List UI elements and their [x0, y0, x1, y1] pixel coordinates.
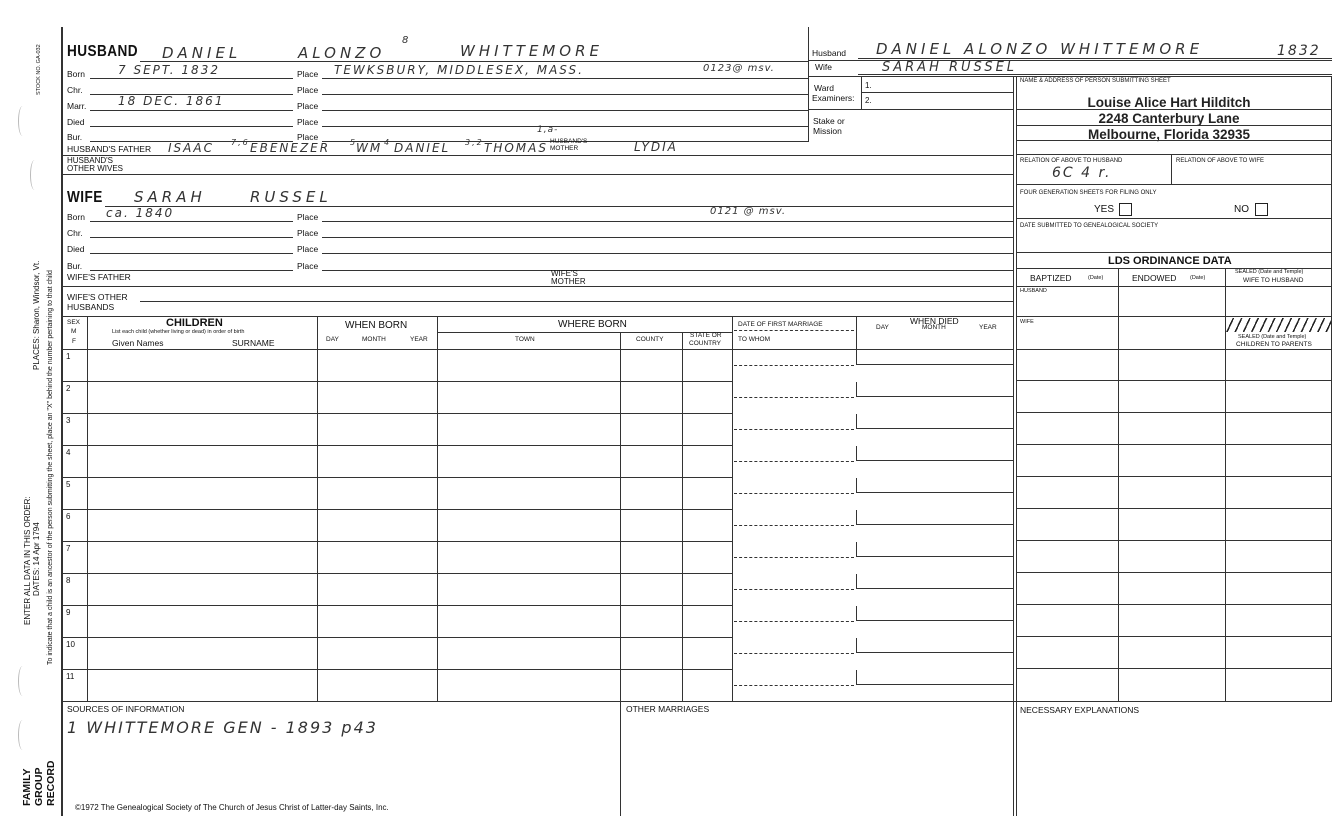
child-row-number: 7: [66, 544, 71, 553]
endowed-label: ENDOWED: [1132, 273, 1177, 283]
wifes-other-husbands-label: WIFE'S OTHER: [67, 292, 128, 302]
child-row-divider: [62, 413, 733, 414]
place-label: Place: [297, 69, 319, 79]
marriage-date-dash: [734, 365, 854, 366]
husband-marriage-date[interactable]: 18 DEC. 1861: [118, 94, 225, 108]
ordinance-row-divider: [1017, 476, 1331, 477]
right-husband-name[interactable]: DANIEL ALONZO WHITTEMORE: [876, 40, 1204, 58]
middle-divider: [808, 27, 809, 142]
father-ebenezer: EBENEZER: [250, 141, 331, 155]
given-names-label: Given Names: [112, 338, 164, 348]
husbands-mother-label: HUSBAND'S: [550, 138, 588, 145]
when-died-cell[interactable]: [856, 510, 1014, 525]
child-row-divider: [62, 605, 733, 606]
wife-reference: 0121 @ msv.: [710, 206, 787, 217]
father-thomas: THOMAS: [484, 141, 548, 155]
child-row-number: 8: [66, 576, 71, 585]
wifes-mother-label: WIFE'S: [551, 269, 578, 278]
year-label: YEAR: [410, 336, 428, 343]
ordinance-row-divider: [1017, 604, 1331, 605]
marriage-date-dash: [734, 685, 854, 686]
when-died-cell[interactable]: [856, 350, 1014, 365]
submitter-name[interactable]: Louise Alice Hart Hilditch: [1087, 95, 1251, 110]
wifes-other-husbands-label: HUSBANDS: [67, 302, 115, 312]
place-label: Place: [297, 212, 319, 222]
place-label: Place: [297, 117, 319, 127]
husband-given-name[interactable]: DANIEL: [162, 44, 242, 62]
when-died-cell[interactable]: [856, 414, 1014, 429]
child-row-number: 9: [66, 608, 71, 617]
father-gen-note: 5: [350, 138, 358, 147]
child-row-number: 1: [66, 352, 71, 361]
ordinance-row-divider: [1017, 380, 1331, 381]
ordinance-row-divider: [1017, 412, 1331, 413]
ordinance-row-divider: [1017, 508, 1331, 509]
record-title: RECORD: [45, 760, 57, 806]
other-marriages-label: OTHER MARRIAGES: [626, 704, 710, 714]
place-label: Place: [297, 85, 319, 95]
state-label: STATE OR: [690, 332, 722, 339]
marriage-date-dash: [734, 461, 854, 462]
right-wife-name[interactable]: SARAH RUSSEL: [882, 60, 1018, 75]
ordinance-row-divider: [1017, 668, 1331, 669]
when-died-cell[interactable]: [856, 382, 1014, 397]
day-label: DAY: [326, 336, 339, 343]
dates-example: DATES: 14 Apr 1794: [32, 522, 41, 596]
punch-hole-mark: [18, 666, 27, 696]
child-row-number: 4: [66, 448, 71, 457]
bur-label: Bur.: [67, 261, 83, 271]
husbands-other-wives-label: HUSBAND'S: [67, 156, 113, 165]
husbands-mother-name[interactable]: LYDIA: [634, 140, 678, 154]
husbands-other-wives-label: OTHER WIVES: [67, 164, 124, 173]
mission-label: Mission: [813, 126, 842, 136]
wifes-mother-label: MOTHER: [551, 277, 586, 286]
father-gen-note: 3,2: [465, 138, 484, 147]
child-row-number: 3: [66, 416, 71, 425]
sealed-wife-label: SEALED (Date and Temple): [1235, 269, 1304, 275]
wifes-father-label: WIFE'S FATHER: [67, 272, 131, 282]
child-row-number: 6: [66, 512, 71, 521]
stock-number: STOCK NO. GA-032: [36, 44, 42, 95]
right-husband-year[interactable]: 1832: [1277, 43, 1321, 59]
died-day-label: DAY: [876, 324, 889, 331]
died-label: Died: [67, 117, 85, 127]
punch-hole-mark: [18, 720, 27, 750]
enter-order-note: ENTER ALL DATA IN THIS ORDER:: [23, 496, 32, 625]
when-died-cell[interactable]: [856, 606, 1014, 621]
sources-text[interactable]: 1 WHITTEMORE GEN - 1893 p43: [67, 718, 378, 737]
ordinance-husband-label: HUSBAND: [1020, 288, 1047, 294]
lds-ordinance-title: LDS ORDINANCE DATA: [1108, 255, 1232, 267]
when-died-cell[interactable]: [856, 446, 1014, 461]
when-died-label: WHEN DIED: [910, 316, 959, 326]
yes-label: YES: [1094, 204, 1115, 215]
town-label: TOWN: [515, 336, 535, 343]
where-born-label: WHERE BORN: [558, 319, 627, 330]
ordinance-row-divider: [1017, 444, 1331, 445]
children-subtitle: List each child (whether living or dead) in order of birth: [112, 329, 245, 335]
child-row-number: 11: [66, 672, 75, 681]
right-edge-line: [1331, 76, 1332, 701]
husband-middle-name[interactable]: ALONZO: [298, 44, 386, 62]
father-gen-note: 4: [384, 138, 392, 147]
month-label: MONTH: [362, 336, 386, 343]
county-label: COUNTY: [636, 336, 664, 343]
husband-label: HUSBAND: [67, 43, 138, 60]
baptized-label: BAPTIZED: [1030, 273, 1072, 283]
punch-hole-mark: [30, 160, 39, 190]
examiner-1: 1.: [865, 81, 872, 90]
no-checkbox[interactable]: [1255, 203, 1268, 216]
place-label: Place: [297, 101, 319, 111]
born-label: Born: [67, 212, 85, 222]
when-died-cell[interactable]: [856, 478, 1014, 493]
when-died-cell[interactable]: [856, 574, 1014, 589]
name-address-label: NAME & ADDRESS OF PERSON SUBMITTING SHEET: [1020, 78, 1171, 84]
child-row-divider: [62, 445, 733, 446]
husband-reference: 0123@ msv.: [703, 63, 775, 74]
punch-hole-mark: [18, 106, 27, 136]
child-row-number: 2: [66, 384, 71, 393]
place-label: Place: [297, 244, 319, 254]
died-month-label: MONTH: [922, 324, 946, 331]
when-died-cell[interactable]: [856, 670, 1014, 685]
wife-surname[interactable]: RUSSEL: [250, 188, 332, 206]
marriage-date-dash: [734, 653, 854, 654]
child-row-number: 5: [66, 480, 71, 489]
country-label: COUNTRY: [689, 340, 722, 347]
ordinance-row-divider: [1017, 636, 1331, 637]
child-row-divider: [62, 381, 733, 382]
born-label: Born: [67, 69, 85, 79]
relation-husband-label: RELATION OF ABOVE TO HUSBAND: [1020, 158, 1123, 164]
place-label: Place: [297, 261, 319, 271]
father-wm: WM: [356, 141, 383, 155]
child-row-divider: [62, 477, 733, 478]
husband-surname[interactable]: WHITTEMORE: [460, 42, 603, 60]
wife-label: WIFE: [67, 189, 103, 206]
ward-label: Ward: [814, 83, 834, 93]
when-died-cell[interactable]: [856, 542, 1014, 557]
chr-label: Chr.: [67, 228, 83, 238]
husbands-father-label: HUSBAND'S FATHER: [67, 144, 152, 154]
surname-label: SURNAME: [232, 338, 275, 348]
necessary-explanations-label: NECESSARY EXPLANATIONS: [1020, 705, 1140, 715]
children-label: CHILDREN: [166, 317, 223, 329]
endowed-date-label: (Date): [1190, 275, 1206, 281]
hatched-sealed-cell: [1226, 318, 1331, 332]
died-label: Died: [67, 244, 85, 254]
ordinance-row-divider: [1017, 540, 1331, 541]
first-marriage-label: DATE OF FIRST MARRIAGE: [738, 321, 823, 328]
copyright: ©1972 The Genealogical Society of The Church of Jesus Christ of Latter-day Saints, Inc.: [75, 803, 389, 812]
marriage-date-dash: [734, 621, 854, 622]
indicate-note: To indicate that a child is an ancestor of the person submitting the sheet, place an "X" behind the number pertaining to that child: [47, 270, 54, 665]
right-wife-label: Wife: [815, 62, 832, 72]
sources-label: SOURCES OF INFORMATION: [67, 704, 185, 714]
marriage-date-dash: [734, 397, 854, 398]
sealed-children-label: SEALED (Date and Temple): [1238, 334, 1307, 340]
father-daniel: DANIEL: [394, 141, 451, 155]
examiner-2: 2.: [865, 96, 872, 105]
stake-label: Stake or: [813, 116, 845, 126]
yes-checkbox[interactable]: [1119, 203, 1132, 216]
ordinance-row-divider: [1017, 572, 1331, 573]
when-born-label: WHEN BORN: [345, 320, 408, 331]
date-submitted-label: DATE SUBMITTED TO GENEALOGICAL SOCIETY: [1020, 223, 1159, 229]
places-note: PLACES: Sharon, Windsor, Vt.: [32, 260, 41, 370]
chr-label: Chr.: [67, 85, 83, 95]
no-label: NO: [1234, 204, 1249, 215]
to-whom-label: TO WHOM: [738, 336, 771, 343]
sealed-wife-label-2: WIFE TO HUSBAND: [1243, 277, 1304, 284]
marriage-date-dash: [734, 557, 854, 558]
child-row-number: 10: [66, 640, 75, 649]
ordinance-wife-label: WIFE: [1020, 319, 1034, 325]
form-left-border: [61, 27, 63, 816]
father-gen-note: 7,6: [231, 138, 250, 147]
submitter-city[interactable]: Melbourne, Florida 32935: [1087, 127, 1251, 142]
marriage-date-dash: [734, 589, 854, 590]
group-title: GROUP: [33, 767, 45, 806]
m-label: M: [71, 328, 77, 335]
marriage-date-dash: [734, 493, 854, 494]
sex-label: SEX: [67, 319, 81, 326]
place-label: Place: [297, 228, 319, 238]
child-row-divider: [62, 637, 733, 638]
husband-born-place[interactable]: TEWKSBURY, MIDDLESEX, MASS.: [334, 63, 584, 77]
marr-label: Marr.: [67, 101, 87, 111]
husband-superscript: 8: [402, 35, 411, 46]
relation-wife-label: RELATION OF ABOVE TO WIFE: [1176, 158, 1265, 164]
f-label: F: [72, 338, 76, 345]
relation-to-husband-value[interactable]: 6C 4 r.: [1052, 165, 1112, 181]
marriage-date-dash: [734, 429, 854, 430]
bur-label: Bur.: [67, 132, 83, 142]
right-husband-label: Husband: [812, 48, 847, 58]
father-note: 1,a-: [537, 125, 559, 135]
marriage-date-dash: [734, 525, 854, 526]
husbands-mother-label: MOTHER: [550, 145, 579, 152]
baptized-date-label: (Date): [1088, 275, 1104, 281]
child-row-divider: [62, 541, 733, 542]
when-died-cell[interactable]: [856, 638, 1014, 653]
died-year-label: YEAR: [979, 324, 997, 331]
child-row-divider: [62, 509, 733, 510]
husbands-father-name[interactable]: ISAAC: [168, 141, 214, 155]
child-row-divider: [62, 669, 733, 670]
right-panel-border-2: [1016, 76, 1017, 816]
family-title: FAMILY: [21, 768, 33, 806]
submitter-street[interactable]: 2248 Canterbury Lane: [1098, 111, 1240, 126]
four-generation-label: FOUR GENERATION SHEETS FOR FILING ONLY: [1020, 190, 1157, 196]
husband-born-date[interactable]: 7 SEPT. 1832: [118, 63, 220, 77]
wife-born-date[interactable]: ca. 1840: [106, 206, 175, 220]
examiners-label: Examiners:: [812, 93, 855, 103]
place-label: Place: [297, 132, 319, 142]
child-row-divider: [62, 573, 733, 574]
sealed-children-label-2: CHILDREN TO PARENTS: [1236, 341, 1312, 348]
wife-given-name[interactable]: SARAH: [134, 188, 206, 206]
